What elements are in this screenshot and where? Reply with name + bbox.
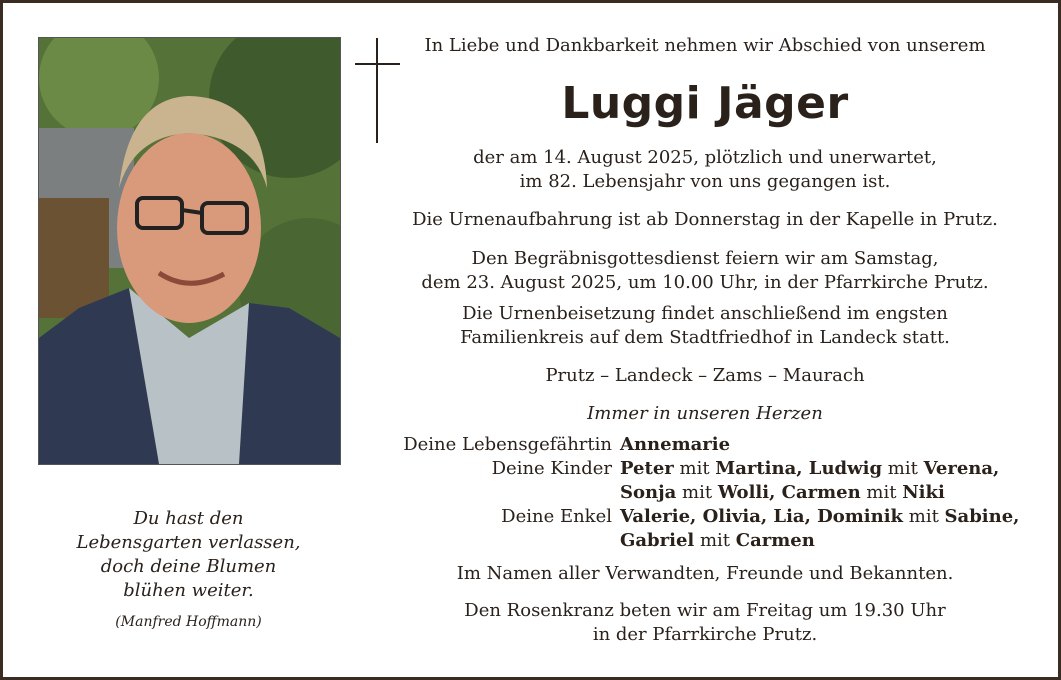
quote-line: blühen weiter. [123,580,254,601]
mourner-label: Deine Kinder [491,458,612,479]
motto: Immer in unseren Herzen [587,403,823,424]
mourner-names [620,433,1040,457]
connector-word: mit [699,530,731,551]
mourner-name: Gabriel [620,530,695,551]
burial-line: Die Urnenbeisetzung findet anschließend im engsten [462,303,948,324]
mourner-names-line [620,481,1040,505]
rosary-info [390,599,1020,647]
mourner-names [620,457,1040,505]
mourner-names-line [620,505,1040,529]
mourner-names-line [620,529,1040,553]
mourner-name: Carmen [735,530,815,551]
connector-word: mit [866,482,897,503]
mourner-name: Valerie, Olivia, Lia, Dominik [620,506,904,527]
quote-line: Lebensgarten verlassen, [76,532,301,553]
mourner-name: Sabine, [944,506,1020,527]
quote-line: Du hast den [133,508,244,529]
connector-word: mit [679,458,710,479]
mourners-list [370,433,1040,553]
mourner-label: Deine Enkel [501,506,612,527]
funeral-line: dem 23. August 2025, um 10.00 Uhr, in der Pfarrkirche Prutz. [421,272,989,293]
mourner-row-grandchildren [370,505,1040,553]
mourner-name: Wolli, Carmen [717,482,861,503]
mourner-name: Peter [620,458,674,479]
funeral-line: Den Begräbnisgottesdienst feiern wir am Samstag, [471,248,939,269]
quote-line: doch deine Blumen [100,556,277,577]
rosary-line: Den Rosenkranz beten wir am Freitag um 19.30 Uhr [464,600,946,621]
connector-word: mit [908,506,939,527]
intro-text: In Liebe und Dankbarkeit nehmen wir Abschied von unserem [424,35,986,56]
mourner-names-line [620,457,1040,481]
quote-author: (Manfred Hoffmann) [115,614,262,630]
mourner-name: Verena, [923,458,1000,479]
death-notice-line: im 82. Lebensjahr von uns gegangen ist. [519,171,891,192]
rosary-line: in der Pfarrkirche Prutz. [592,624,818,645]
mourner-names [620,505,1040,553]
places-line: Prutz – Landeck – Zams – Maurach [545,365,865,386]
deceased-name: Luggi Jäger [561,78,849,129]
funeral-info [390,247,1020,295]
mourner-name: Niki [902,482,945,503]
mourner-name: Annemarie [620,434,731,455]
mourner-name: Sonja [620,482,677,503]
viewing-info: Die Urnenaufbahrung ist ab Donnerstag in der Kapelle in Prutz. [412,209,998,230]
death-notice [390,146,1020,194]
connector-word: mit [887,458,918,479]
mourner-row-partner [370,433,1040,457]
burial-info [390,302,1020,350]
memorial-quote [38,507,339,603]
mourner-row-children [370,457,1040,505]
portrait-photo [38,37,341,465]
connector-word: mit [682,482,713,503]
mourner-name: Martina, Ludwig [715,458,883,479]
portrait-illustration [39,38,340,464]
mourner-label: Deine Lebensgefährtin [403,434,612,455]
on-behalf-line: Im Namen aller Verwandten, Freunde und Bekannten. [456,563,954,584]
death-notice-line: der am 14. August 2025, plötzlich und unerwartet, [473,147,937,168]
burial-line: Familienkreis auf dem Stadtfriedhof in Landeck statt. [460,327,950,348]
